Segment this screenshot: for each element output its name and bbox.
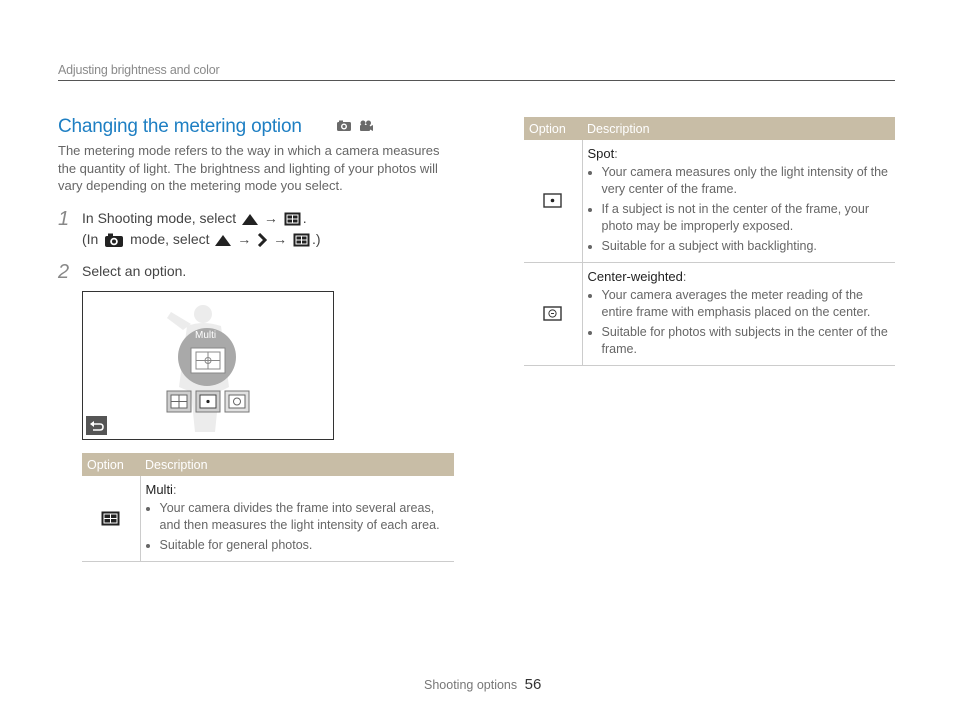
arrow-glyph: → <box>237 231 252 247</box>
section-title: Changing the metering option <box>58 116 302 137</box>
table-header-option: Option <box>82 453 140 476</box>
option-name: Spot <box>587 146 615 161</box>
step-1-text <box>82 208 321 250</box>
center-weighted-metering-icon <box>543 306 562 321</box>
chevron-right-icon <box>257 233 267 247</box>
video-mode-icon <box>358 120 374 132</box>
camera-mode-icon <box>336 120 352 132</box>
table-header-description: Description <box>140 453 454 476</box>
camera-screen-graphic <box>83 292 333 439</box>
metering-table-left <box>82 453 454 562</box>
up-triangle-icon <box>215 235 231 246</box>
list-item: • Suitable for photos with subjects in the center of the frame. <box>602 324 891 358</box>
list-item: • If a subject is not in the center of the frame, your photo may be improperly exposed. <box>602 201 891 235</box>
arrow-glyph: → <box>263 210 278 226</box>
list-item: • Your camera averages the meter reading of the entire frame with emphasis placed on the center. <box>602 287 891 321</box>
step-2 <box>58 261 69 284</box>
spot-metering-icon <box>543 193 562 208</box>
list-item: • Suitable for general photos. <box>160 537 450 554</box>
mode-icons <box>336 120 374 132</box>
option-name: Center-weighted <box>587 269 683 284</box>
step-1-line1-text: In Shooting mode, select <box>82 210 237 226</box>
list-item: • Your camera divides the frame into several areas, and then measures the light intensity of each area. <box>160 500 450 534</box>
selected-metering-label: Multi <box>195 330 217 341</box>
step-2-text: Select an option. <box>82 263 187 279</box>
step-number: 2 <box>58 261 70 283</box>
table-header-description: Description <box>582 117 895 140</box>
page-footer <box>424 676 541 693</box>
table-row: Center-weighted: • Your camera averages the meter reading of the entire frame with emphasis placed on the center. • Suitable for photos with subjects in the center of the frame. <box>524 263 895 366</box>
metering-table-right <box>524 117 895 366</box>
table-row: Spot: • Your camera measures only the light intensity of the very center of the frame. • If a subject is not in the center of the frame, your photo may be improperly exposed. • Suitable for a subject with backlighting. <box>524 140 895 263</box>
arrow-glyph: → <box>273 231 288 247</box>
step-1-line2-text-a: (In <box>82 231 99 247</box>
breadcrumb: Adjusting brightness and color <box>58 63 220 77</box>
intro-paragraph: The metering mode refers to the way in which a camera measures the quantity of light. The brightness and lighting of your photos will vary depending on the metering mode you select. <box>58 143 440 193</box>
option-name: Multi <box>145 482 173 497</box>
up-triangle-icon <box>242 214 258 225</box>
multi-metering-icon <box>101 511 120 526</box>
step-number: 1 <box>58 208 70 230</box>
multi-metering-icon <box>284 212 301 226</box>
step-1-line2-text-b: mode, select <box>130 231 210 247</box>
camera-mode-icon <box>104 233 124 248</box>
step-1 <box>58 208 69 231</box>
multi-metering-icon <box>293 233 310 247</box>
table-header-option: Option <box>524 117 582 140</box>
camera-screen-illustration <box>82 291 334 440</box>
header-rule <box>58 80 895 81</box>
footer-section: Shooting options <box>424 678 518 692</box>
step-1-line1-end: . <box>302 210 307 226</box>
page-number: 56 <box>524 676 542 693</box>
table-row: Multi: • Your camera divides the frame into several areas, and then measures the light intensity of each area. • Suitable for general photos. <box>82 476 454 562</box>
list-item: • Suitable for a subject with backlighting. <box>602 238 891 255</box>
list-item: • Your camera measures only the light intensity of the very center of the frame. <box>602 164 891 198</box>
step-1-line2-end: .) <box>311 231 321 247</box>
